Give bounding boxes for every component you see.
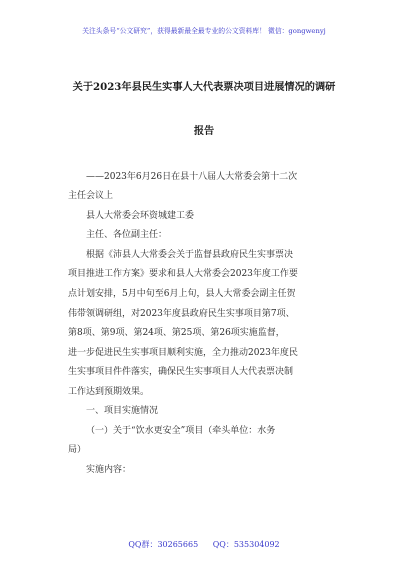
subsection-heading: （一）关于“饮水更安全”项目（牵头单位：水务 [86,426,276,436]
body-line: 进一步促进民生实事项目顺利实施，全力推动2023年度民 [68,348,298,358]
subtitle-line: ——2023年6月26日在县十八届人大常委会第十二次 [86,172,298,182]
body-line: 工作达到预期效果。 [68,387,150,397]
body-line: 根据《沛县人大常委会关于监督县政府民生实事票决 [86,250,294,260]
footer-qq: QQ：535304092 [212,540,280,549]
subsection-heading-continued: 局） [68,445,87,455]
body-line: 点计划安排，5月中旬至6月上旬，县人大常委会副主任贺 [68,289,296,299]
body-line: 伟带领调研组，对2023年度县政府民生实事项目第7项、 [68,309,295,319]
subtitle-line: 主任会议上 [68,191,114,201]
body-line: 生实事项目件件落实，确保民生实事项目人大代表票决制 [68,367,294,377]
footer-qq-group: QQ群：30265665 [128,540,199,549]
document-title-continued: 报告 [193,125,215,137]
body-line: 实施内容： [86,465,132,475]
body-line: 项目推进工作方案》要求和县人大常委会2023年度工作要 [68,269,298,279]
header-banner: 关注头条号“公文研究”，获得最新最全最专业的公文资料库！ 微信：gongwenyj [82,27,326,35]
document-title: 关于2023年县民生实事人大代表票决项目进展情况的调研 [72,81,336,93]
footer-contact [0,539,408,550]
body-line: 第8项、第9项、第24项、第25项、第26项实施监督， [68,328,285,338]
reporter-line: 县人大常委会环资城建工委 [86,211,195,221]
salutation-line: 主任、各位副主任： [86,230,168,240]
section-heading: 一、项目实施情况 [86,406,159,416]
